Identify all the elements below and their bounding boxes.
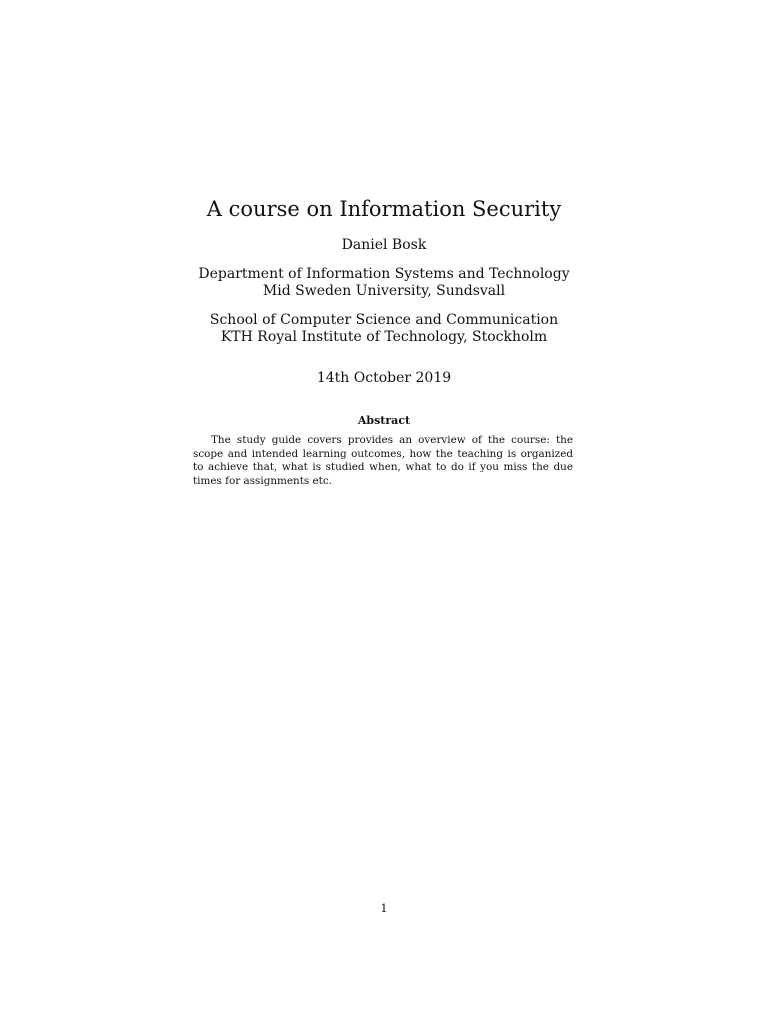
- page-number: 1: [380, 902, 388, 915]
- author-name: Daniel Bosk: [341, 237, 427, 253]
- affiliation-2: [0, 312, 768, 346]
- abstract-heading: Abstract: [357, 414, 411, 427]
- abstract-text: The study guide covers provides an overview of the course: the scope and intended learning outcomes, how the teaching is organized to achieve that, what is studied when, what to do if you miss the due times for assignments etc.: [193, 434, 573, 487]
- paper-date: 14th October 2019: [316, 370, 452, 386]
- paper-title: A course on Information Security: [206, 197, 562, 221]
- affiliation-1-university: Mid Sweden University, Sundsvall: [262, 283, 506, 299]
- affiliation-2-school: School of Computer Science and Communication: [209, 312, 559, 328]
- affiliation-2-institute: KTH Royal Institute of Technology, Stockholm: [220, 329, 548, 345]
- affiliation-1: [0, 266, 768, 300]
- affiliation-1-department: Department of Information Systems and Technology: [198, 266, 570, 282]
